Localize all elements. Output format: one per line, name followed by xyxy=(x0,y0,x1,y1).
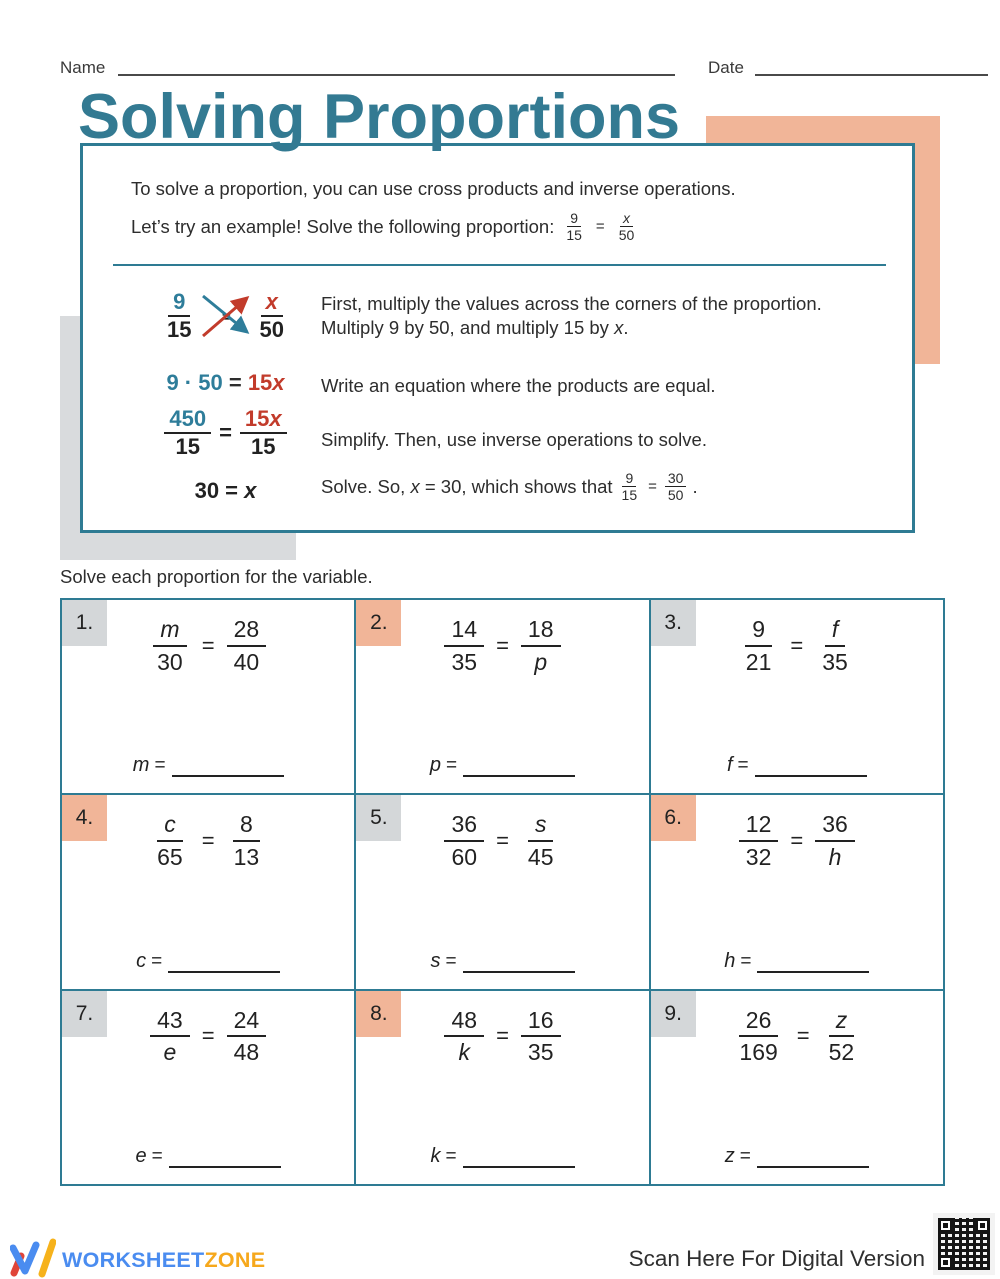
problem-cell-4 xyxy=(61,794,355,989)
problem-equation: $\frac{36}{60}$ = $\frac{s}{45}$ xyxy=(356,809,648,873)
answer-row: f = xyxy=(651,754,943,777)
step4-text: Solve. So, x = 30, which shows that xyxy=(321,475,613,497)
intro-equals: = xyxy=(595,218,605,236)
step4-description: Solve. So, x = 30, which shows that $\frac{9}{15}$ = $\frac{30}{50}$ . xyxy=(321,470,698,504)
qr-code xyxy=(933,1213,995,1275)
intro-fraction-right: $\frac{x}{50}$ xyxy=(618,210,635,244)
step3-equation: $\frac{450}{15}$ = $\frac{15x}{15}$ xyxy=(133,406,318,461)
answer-blank[interactable] xyxy=(757,1154,869,1168)
answer-row: m = xyxy=(62,754,354,777)
problem-number-badge: 8. xyxy=(356,991,401,1037)
problem-cell-1 xyxy=(61,599,355,794)
scan-here-text: Scan Here For Digital Version xyxy=(628,1246,925,1271)
step1-line1: First, multiply the values across the corners of the proportion. xyxy=(321,293,822,314)
intro2-text: Let’s try an example! Solve the following proportion: xyxy=(131,215,555,237)
problem-cell-2 xyxy=(355,599,649,794)
cross-fraction-left: $\frac{9}{15}$ xyxy=(167,288,192,342)
answer-row: p = xyxy=(356,754,648,777)
problem-equation: $\frac{43}{e}$ = $\frac{24}{48}$ xyxy=(62,1005,354,1069)
step4-equation: 30 = x xyxy=(194,478,257,503)
answer-blank[interactable] xyxy=(463,959,575,973)
answer-blank[interactable] xyxy=(755,763,867,777)
problem-cell-8 xyxy=(355,990,649,1185)
step2-right: 15x xyxy=(247,370,285,395)
answer-blank[interactable] xyxy=(172,763,284,777)
problem-number-badge: 7. xyxy=(62,991,107,1037)
problem-cell-9 xyxy=(650,990,944,1185)
problem-equation: $\frac{48}{k}$ = $\frac{16}{35}$ xyxy=(356,1005,648,1069)
problem-number-badge: 9. xyxy=(651,991,696,1037)
problem-grid xyxy=(60,598,945,1186)
problem-number-badge: 6. xyxy=(651,795,696,841)
date-fill-line[interactable] xyxy=(755,60,988,76)
worksheetzone-logo xyxy=(10,1238,265,1279)
step1-description xyxy=(321,292,822,340)
answer-row: k = xyxy=(356,1145,648,1168)
problem-number-badge: 2. xyxy=(356,600,401,646)
logo-wordmark: WORKSHEETZONE xyxy=(62,1248,266,1272)
answer-row: c = xyxy=(62,950,354,973)
answer-row: e = xyxy=(62,1145,354,1168)
problem-number-badge: 5. xyxy=(356,795,401,841)
answer-row: z = xyxy=(651,1145,943,1168)
problem-equation: $\frac{12}{32}$ = $\frac{36}{h}$ xyxy=(651,809,943,873)
page-title: Solving Proportions xyxy=(78,82,681,152)
answer-blank[interactable] xyxy=(169,1154,281,1168)
problem-cell-7 xyxy=(61,990,355,1185)
problem-equation: $\frac{9}{21}$ = $\frac{f}{35}$ xyxy=(745,616,848,675)
name-label: Name xyxy=(60,58,106,77)
problem-cell-3 xyxy=(650,599,944,794)
problem-equation: $\frac{26}{169}$ = $\frac{z}{52}$ xyxy=(739,1006,855,1066)
answer-blank[interactable] xyxy=(463,1154,575,1168)
problem-number-badge: 4. xyxy=(62,795,107,841)
example-divider-line xyxy=(113,264,886,266)
answer-blank[interactable] xyxy=(463,763,575,777)
problem-equation: $\frac{14}{35}$ = $\frac{18}{p}$ xyxy=(356,614,648,678)
example-intro-line2 xyxy=(131,210,637,243)
example-box xyxy=(80,143,915,533)
answer-blank[interactable] xyxy=(168,959,280,973)
worksheet-instruction: Solve each proportion for the variable. xyxy=(60,566,373,587)
answer-row: h = xyxy=(651,950,943,973)
example-intro-line1: To solve a proportion, you can use cross products and inverse operations. xyxy=(131,178,736,199)
step2-description: Write an equation where the products are equal. xyxy=(321,375,716,396)
cross-fraction-right: $\frac{x}{50}$ xyxy=(259,288,284,342)
problem-number-badge: 3. xyxy=(651,600,696,646)
worksheetzone-logo-icon xyxy=(10,1238,56,1279)
problem-equation: $\frac{c}{65}$ = $\frac{8}{13}$ xyxy=(157,811,260,871)
answer-row: s = xyxy=(356,950,648,973)
step3-fraction-left: $\frac{450}{15}$ xyxy=(164,406,211,461)
step3-fraction-right: $\frac{15x}{15}$ xyxy=(240,406,287,461)
date-label: Date xyxy=(708,58,744,77)
cross-arrows-icon xyxy=(197,288,255,344)
step3-description: Simplify. Then, use inverse operations to solve. xyxy=(321,429,707,450)
problem-cell-5 xyxy=(355,794,649,989)
problem-number-badge: 1. xyxy=(62,600,107,646)
step1-line2: Multiply 9 by 50, and multiply 15 by x. xyxy=(321,317,629,338)
step2-equation: 9 · 50 = 15x xyxy=(166,370,285,395)
name-fill-line[interactable] xyxy=(118,60,675,76)
step4-fraction-right: $\frac{30}{50}$ xyxy=(665,470,687,503)
answer-blank[interactable] xyxy=(757,959,869,973)
step4-fraction-left: $\frac{9}{15}$ xyxy=(621,470,638,504)
cross-multiplication-diagram xyxy=(133,288,318,344)
intro-fraction-left: $\frac{9}{15}$ xyxy=(566,210,582,244)
problem-equation: $\frac{m}{30}$ = $\frac{28}{40}$ xyxy=(62,614,354,678)
problem-cell-6 xyxy=(650,794,944,989)
